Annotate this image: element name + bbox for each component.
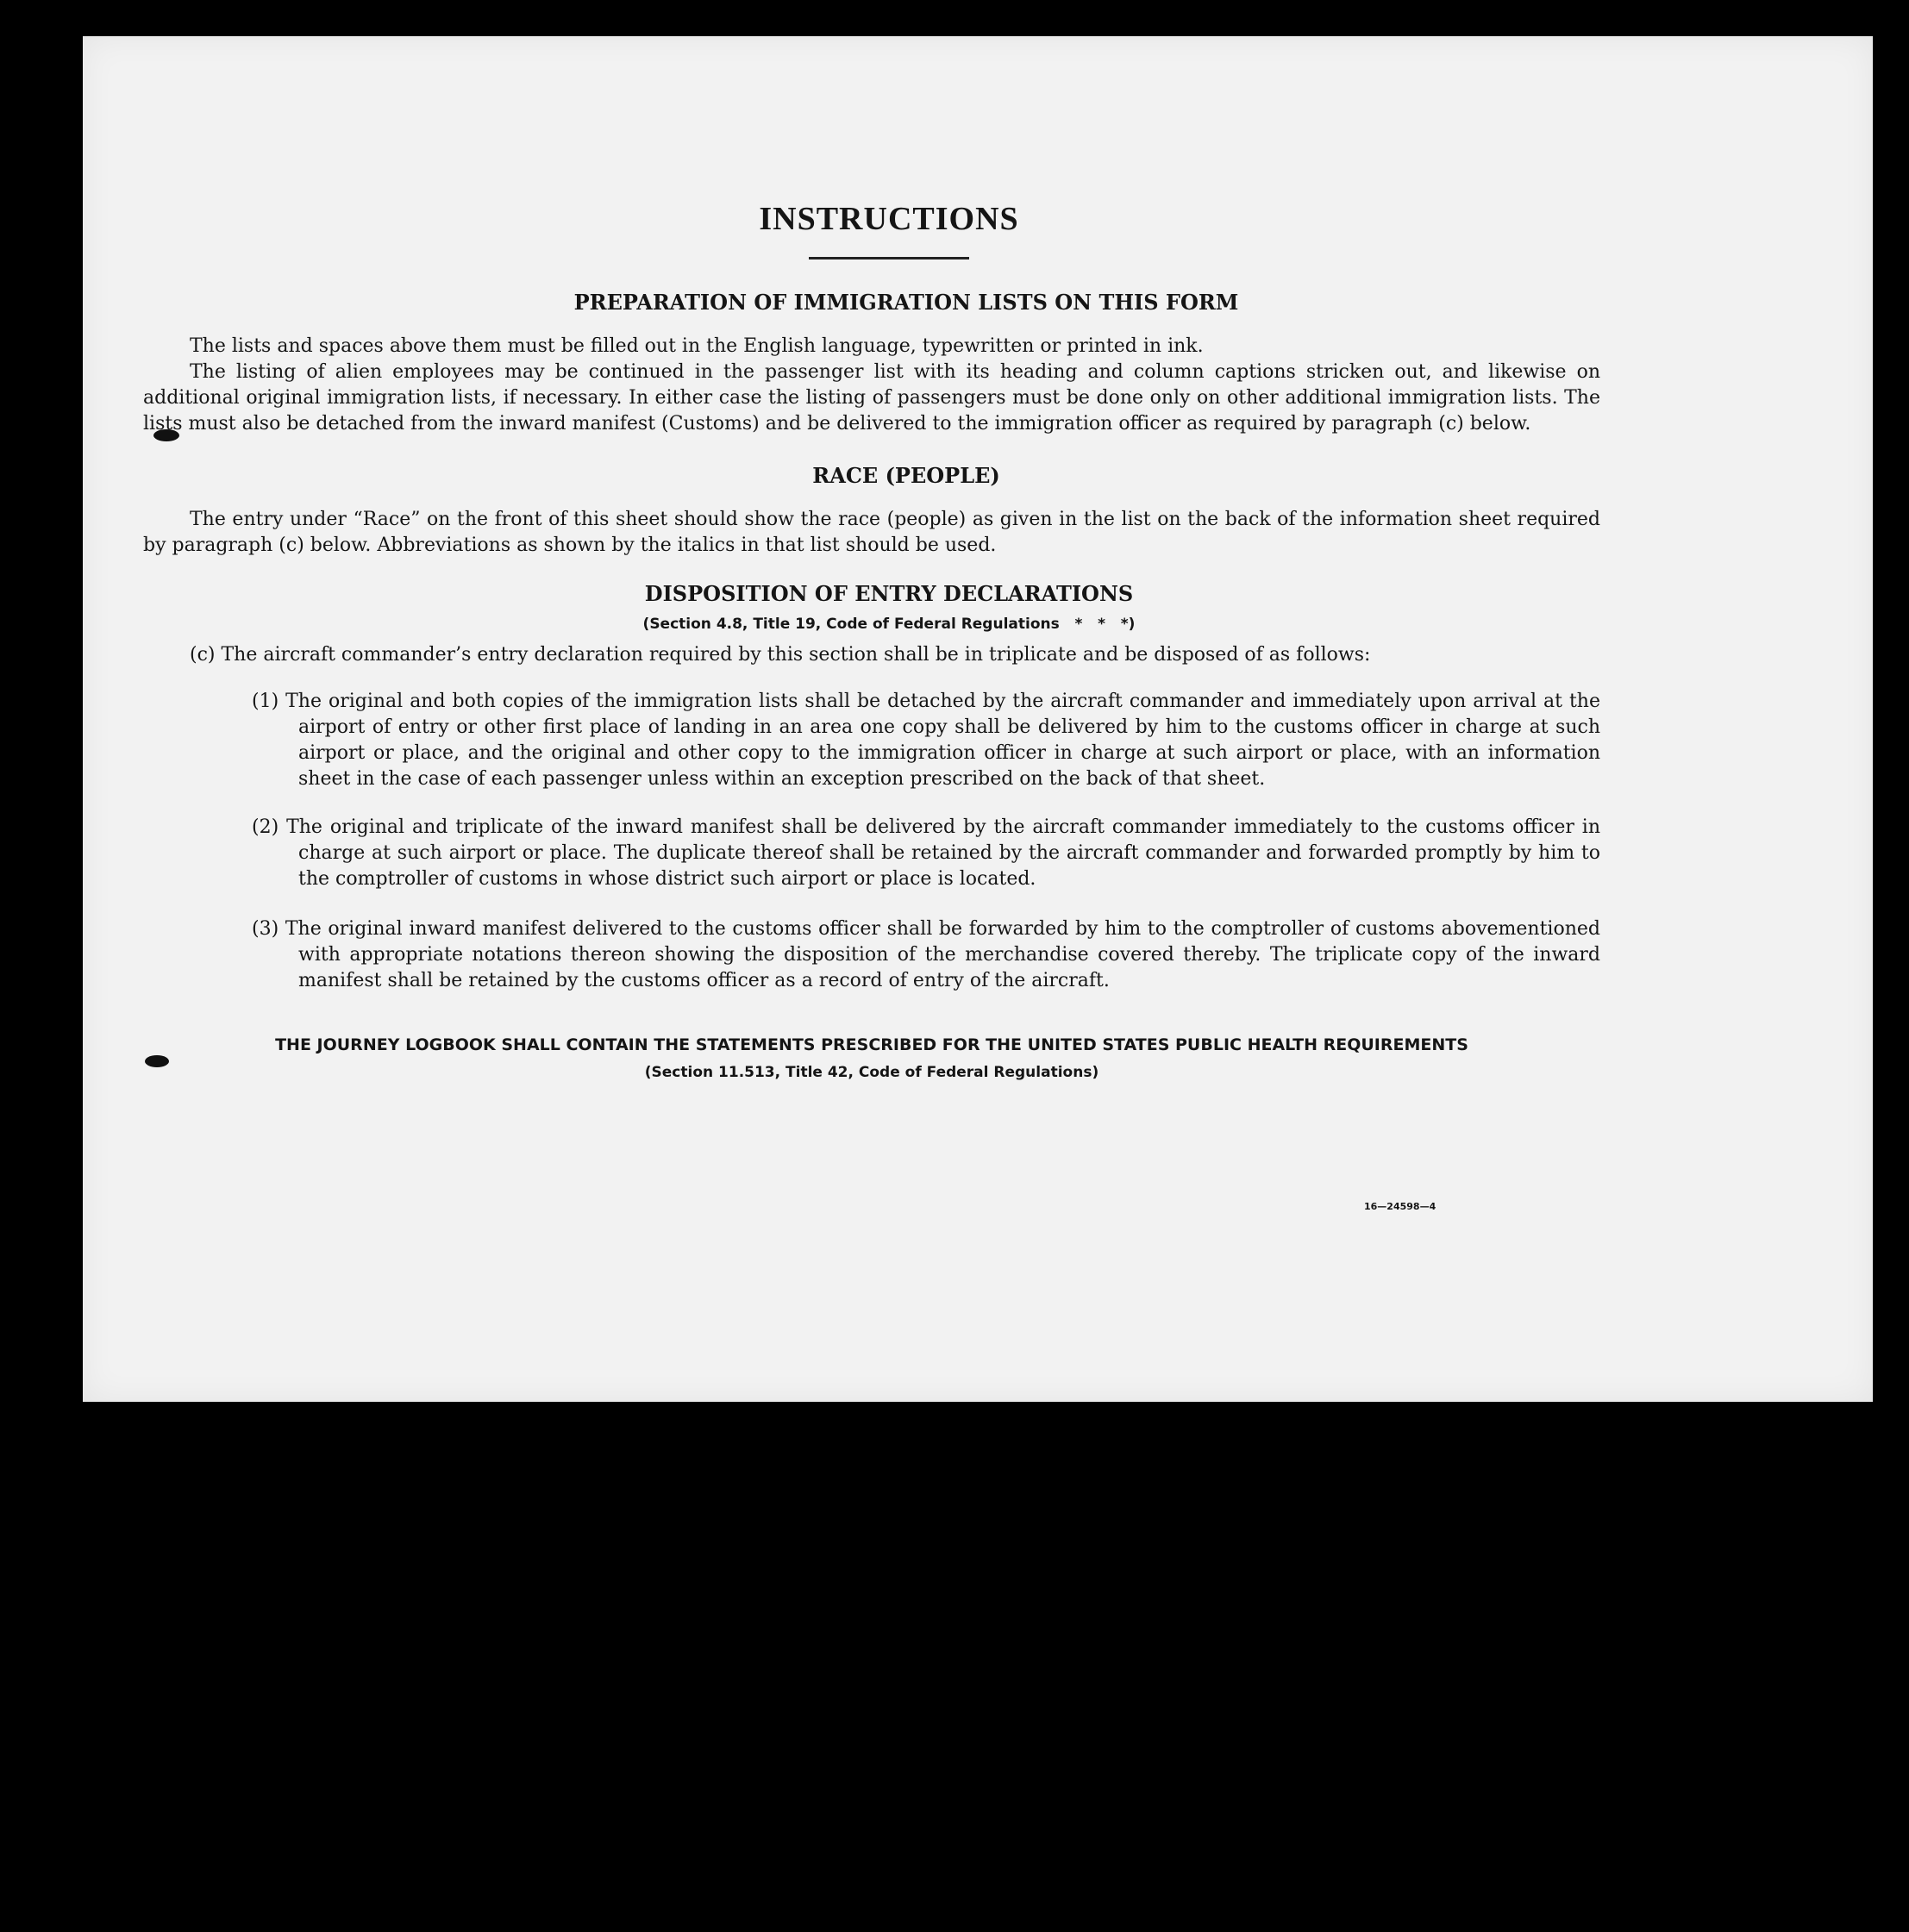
bleed-through-text (1100, 103, 1108, 129)
public-health-statement: THE JOURNEY LOGBOOK SHALL CONTAIN THE STATEMENTS PRESCRIBED FOR THE UNITED STATES PUBLIC HEALTH REQUIREMENTS (275, 1035, 1468, 1054)
disposition-lead: (c) The aircraft commander’s entry declaration required by this section shall be in triplicate and be disposed of as follows: (190, 644, 1371, 666)
disposition-citation: (Section 4.8, Title 19, Code of Federal Regulations * * *) (642, 616, 1136, 633)
preparation-heading: PREPARATION OF IMMIGRATION LISTS ON THIS FORM (573, 290, 1239, 315)
disposition-heading: DISPOSITION OF ENTRY DECLARATIONS (644, 581, 1134, 606)
race-paragraph: The entry under “Race” on the front of this sheet should show the race (people) as given in the list on the back of the information sheet required by paragraph (c) below. Abbreviations as shown by the italics in that list should be used. (143, 509, 1600, 556)
form-number: 16—24598—4 (1364, 1201, 1436, 1212)
race-heading: RACE (PEOPLE) (812, 463, 1000, 488)
preparation-paragraph-1: The lists and spaces above them must be filled out in the English language, typewritten or printed in ink. (190, 335, 1204, 357)
public-health-citation: (Section 11.513, Title 42, Code of Federal Regulations) (644, 1064, 1099, 1081)
title-rule (809, 257, 969, 259)
disposition-item-2: (2) The original and triplicate of the inward manifest shall be delivered by the aircraft commander immediately to the customs officer in charge at such airport or place. The duplicate thereof shall be retained by the aircraft commander and forwarded promptly by him to the comptroller of customs in whose district such airport or place is located. (252, 816, 1600, 890)
page-title: INSTRUCTIONS (759, 201, 1019, 237)
instructions-content (143, 200, 1600, 1085)
disposition-item-3: (3) The original inward manifest delivered to the customs officer shall be forwarded by him to the comptroller of customs abovementioned with appropriate notations thereon showing the disposition of the merchandise covered thereby. The triplicate copy of the inward manifest shall be retained by the customs officer as a record of entry of the aircraft. (252, 918, 1600, 991)
preparation-paragraph-2: The listing of alien employees may be continued in the passenger list with its heading and column captions stricken out, and likewise on additional original immigration lists, if necessary. In either case the listing of passengers must be done only on other additional immigration lists. The lists must also be detached from the inward manifest (Customs) and be delivered to the immigration officer as required by paragraph (c) below. (143, 361, 1600, 435)
disposition-item-1: (1) The original and both copies of the immigration lists shall be detached by the aircraft commander and immediately upon arrival at the airport of entry or other first place of landing in an area one copy shall be delivered by him to the customs officer in charge at such airport or place, and the original and other copy to the immigration officer in charge at such airport or place, with an information sheet in the case of each passenger unless within an exception prescribed on the back of that sheet. (252, 691, 1600, 790)
